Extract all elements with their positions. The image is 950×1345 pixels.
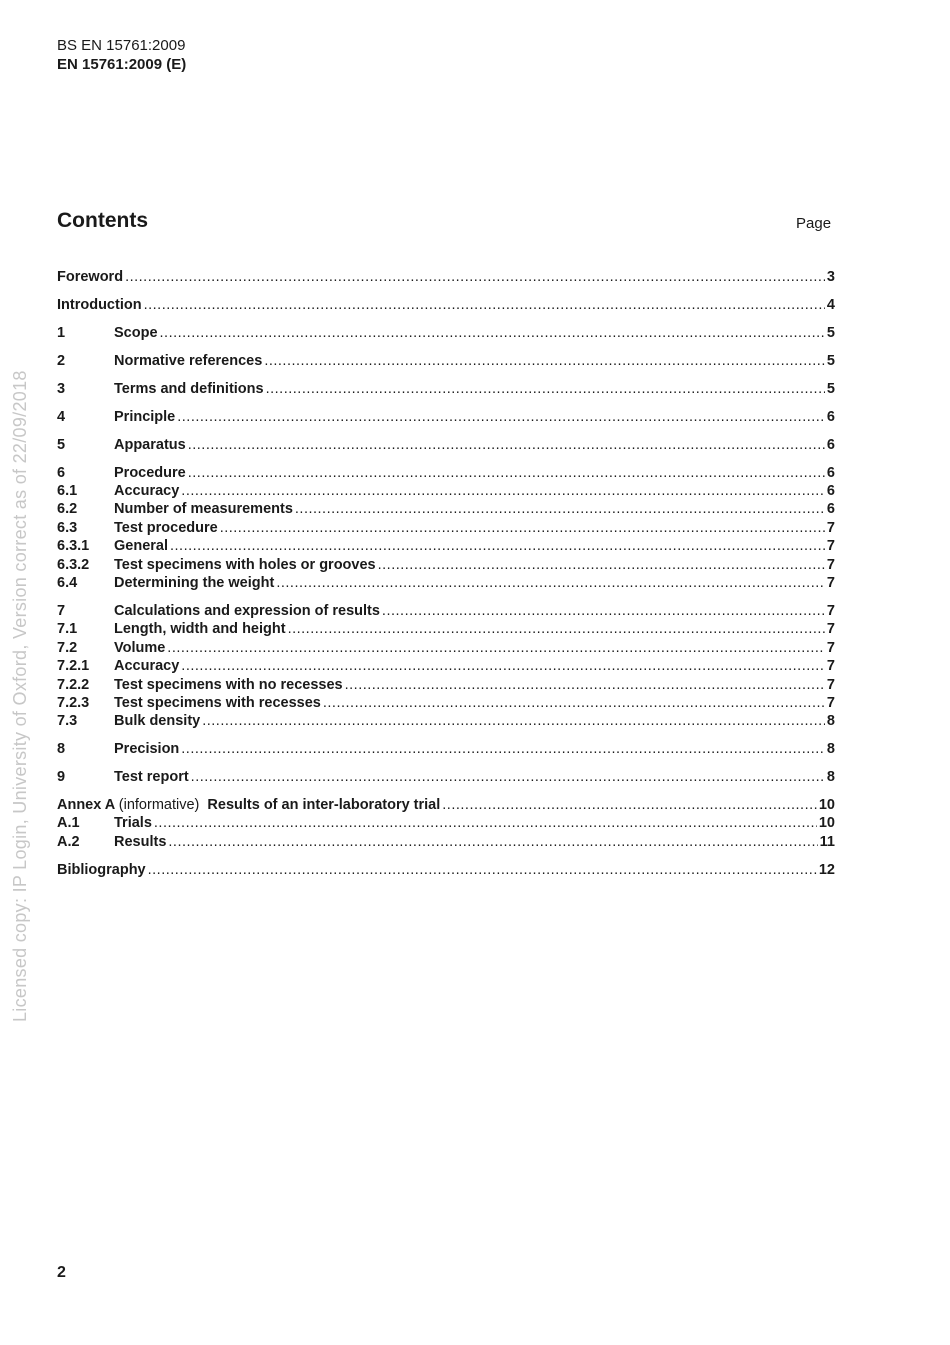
- toc-entry[interactable]: [57, 465, 835, 483]
- toc-entry[interactable]: [57, 483, 835, 501]
- toc-entry-page: 10: [818, 797, 835, 813]
- toc-entry-number: 6.3.1: [57, 538, 90, 554]
- standard-number-en: EN 15761:2009 (E): [57, 56, 187, 73]
- toc-entry[interactable]: [57, 621, 835, 639]
- toc-entry-title: Bulk density: [114, 713, 201, 729]
- toc-entry-number: 5: [57, 437, 66, 453]
- toc-entry-title: General: [114, 538, 168, 554]
- page-title: Contents: [57, 209, 148, 232]
- toc-entry-title: [57, 797, 440, 813]
- toc-entry[interactable]: [57, 538, 835, 556]
- toc-entry[interactable]: [57, 520, 835, 538]
- toc-entry-title: Scope: [114, 325, 158, 341]
- toc-entry-page: 11: [819, 834, 835, 850]
- toc-entry[interactable]: [57, 557, 835, 575]
- toc-entry-page: 3: [826, 269, 835, 285]
- toc-entry-number: A.2: [57, 834, 80, 850]
- toc-entry-title: Test specimens with holes or grooves: [114, 557, 376, 573]
- toc-entry-page: 7: [826, 621, 835, 637]
- toc-entry-number: A.1: [57, 815, 80, 831]
- toc-entry-page: 5: [826, 381, 835, 397]
- toc-entry-page: 6: [826, 483, 835, 499]
- toc-entry-number: 2: [57, 353, 66, 369]
- page-column-label: Page: [796, 215, 832, 232]
- toc-entry-title: Terms and definitions: [114, 381, 264, 397]
- toc-entry-title: Precision: [114, 741, 180, 757]
- toc-entry[interactable]: [57, 815, 835, 833]
- toc-entry[interactable]: [57, 769, 835, 787]
- toc-entry-number: 7.2: [57, 640, 78, 656]
- toc-entry[interactable]: [57, 269, 835, 287]
- toc-entry-title: Accuracy: [114, 658, 180, 674]
- annex-title: Results of an inter-laboratory trial: [207, 797, 441, 813]
- toc-entry-number: 9: [57, 769, 66, 785]
- toc-entry-page: 7: [826, 538, 835, 554]
- toc-entry[interactable]: [57, 834, 835, 852]
- toc-entry-page: 8: [826, 769, 835, 785]
- toc-entry-number: 6.3: [57, 520, 78, 536]
- toc-entry-number: 1: [57, 325, 66, 341]
- toc-entry-page: 6: [826, 409, 835, 425]
- annex-label: Annex A: [57, 797, 115, 813]
- toc-entry-title: Test specimens with no recesses: [114, 677, 343, 693]
- toc-entry[interactable]: [57, 741, 835, 759]
- toc-entry-page: 7: [826, 557, 835, 573]
- toc-entry-page: 7: [826, 695, 835, 711]
- standard-number: BS EN 15761:2009: [57, 37, 186, 54]
- toc-entry[interactable]: [57, 501, 835, 519]
- toc-entry[interactable]: [57, 409, 835, 427]
- toc-entry-page: 7: [826, 658, 835, 674]
- toc-entry-page: 10: [818, 815, 835, 831]
- toc-entry[interactable]: [57, 658, 835, 676]
- toc-entry-title: Test specimens with recesses: [114, 695, 321, 711]
- toc-entry-title: Length, width and height: [114, 621, 286, 637]
- toc-entry[interactable]: [57, 353, 835, 371]
- toc-entry[interactable]: [57, 575, 835, 593]
- toc-entry-page: 5: [826, 353, 835, 369]
- toc-entry-number: 7: [57, 603, 66, 619]
- page-number: 2: [57, 1264, 66, 1281]
- toc-entry-title: Principle: [114, 409, 176, 425]
- toc-entry-title: Accuracy: [114, 483, 180, 499]
- toc-entry-title: Normative references: [114, 353, 263, 369]
- toc-entry[interactable]: [57, 862, 835, 880]
- toc-entry[interactable]: [57, 297, 835, 315]
- toc-entry-page: 8: [826, 713, 835, 729]
- toc-entry-page: 7: [826, 603, 835, 619]
- toc-entry-number: 6.1: [57, 483, 78, 499]
- toc-entry-number: 7.2.3: [57, 695, 90, 711]
- toc-entry-number: 7.3: [57, 713, 78, 729]
- toc-entry-page: 7: [826, 520, 835, 536]
- toc-entry[interactable]: [57, 695, 835, 713]
- toc-entry-number: 6.2: [57, 501, 78, 517]
- toc-entry-title: Test procedure: [114, 520, 218, 536]
- toc-entry-number: 6.4: [57, 575, 78, 591]
- toc-entry-page: 8: [826, 741, 835, 757]
- toc-entry-title: Volume: [114, 640, 166, 656]
- license-watermark: Licensed copy: IP Login, University of Oxford, Version correct as of 22/09/2018: [10, 370, 30, 1022]
- toc-entry-title: Foreword: [57, 269, 124, 285]
- toc-entry-number: 3: [57, 381, 66, 397]
- toc-entry-page: 6: [826, 437, 835, 453]
- toc-entry-number: 4: [57, 409, 66, 425]
- toc-entry[interactable]: [57, 640, 835, 658]
- toc-entry-title: Bibliography: [57, 862, 146, 878]
- toc-entry-title: Apparatus: [114, 437, 186, 453]
- toc-entry-page: 6: [826, 465, 835, 481]
- toc-entry-title: Calculations and expression of results: [114, 603, 380, 619]
- toc-entry-title: Procedure: [114, 465, 186, 481]
- toc-entry-number: 6.3.2: [57, 557, 90, 573]
- toc-entry-title: Results: [114, 834, 167, 850]
- toc-entry-title: Trials: [114, 815, 152, 831]
- toc-entry[interactable]: [57, 437, 835, 455]
- toc-entry-title: Number of measurements: [114, 501, 293, 517]
- toc-entry-annex[interactable]: [57, 797, 835, 815]
- toc-entry-page: 7: [826, 640, 835, 656]
- toc-entry-title: Introduction: [57, 297, 142, 313]
- toc-entry-number: 7.1: [57, 621, 78, 637]
- toc-entry-page: 7: [826, 677, 835, 693]
- toc-entry-page: 12: [818, 862, 835, 878]
- annex-type: (informative): [118, 797, 200, 813]
- toc-entry-page: 7: [826, 575, 835, 591]
- toc-entry-title: Determining the weight: [114, 575, 275, 591]
- toc-entry-page: 5: [826, 325, 835, 341]
- toc-entry[interactable]: [57, 325, 835, 343]
- toc-entry[interactable]: [57, 677, 835, 695]
- toc-entry-page: 4: [826, 297, 835, 313]
- toc-entry[interactable]: [57, 603, 835, 621]
- toc-entry-number: 8: [57, 741, 66, 757]
- toc-entry-number: 6: [57, 465, 66, 481]
- toc-entry[interactable]: [57, 713, 835, 731]
- toc-entry-number: 7.2.1: [57, 658, 90, 674]
- toc-entry-page: 6: [826, 501, 835, 517]
- toc-entry[interactable]: [57, 381, 835, 399]
- toc-entry-title: Test report: [114, 769, 189, 785]
- toc-entry-number: 7.2.2: [57, 677, 90, 693]
